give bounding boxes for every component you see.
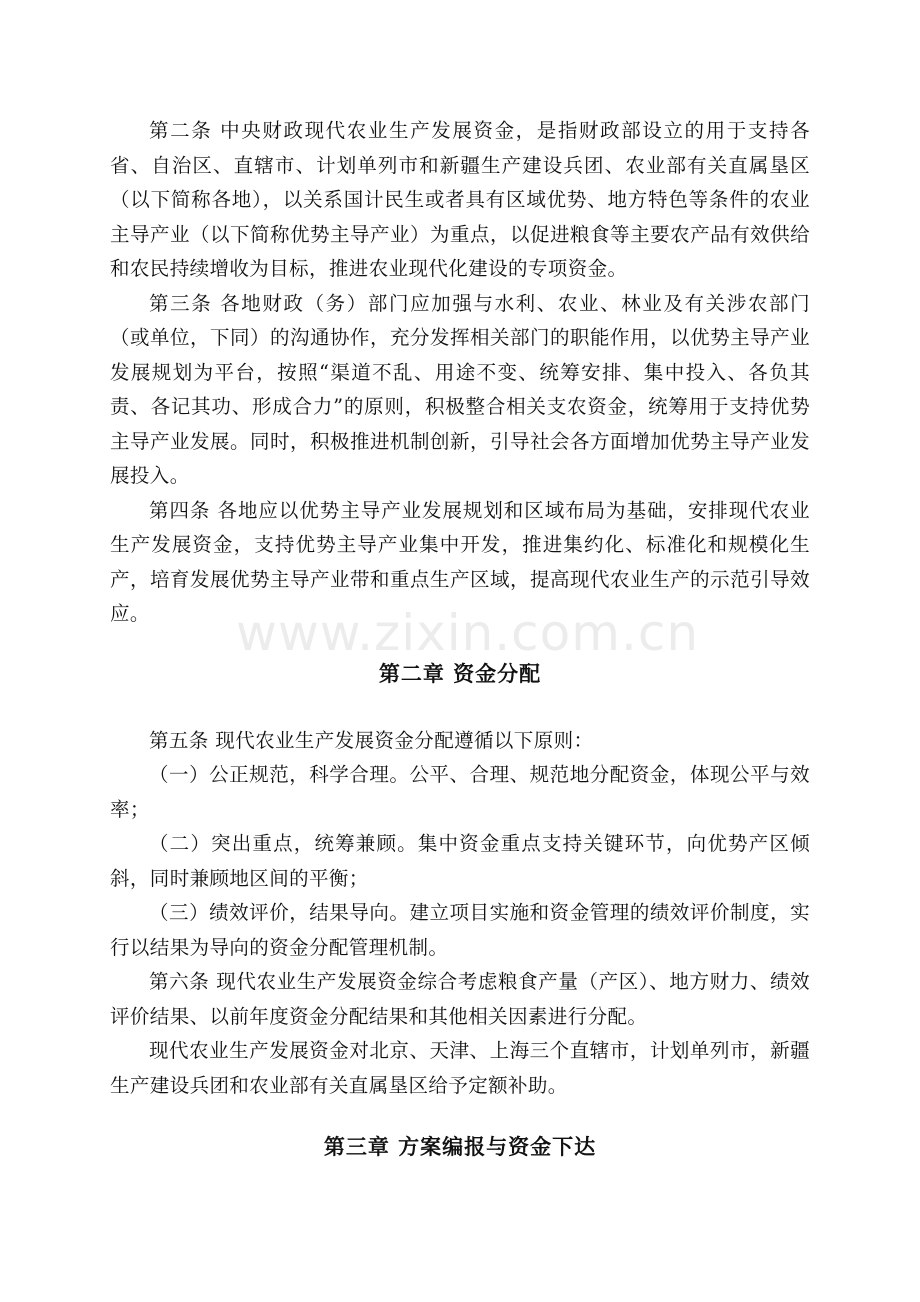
article-4: 第四条 各地应以优势主导产业发展规划和区域布局为基础，安排现代农业生产发展资金，支持优势主导产业集中开发，推进集约化、标准化和规模化生产，培育发展优势主导产业带和重点生产区域，提高现代农业生产的示范引导效应。	[110, 498, 810, 625]
principle-3: （三）绩效评价，结果导向。建立项目实施和资金管理的绩效评价制度，实行以结果为导向的资金分配管理机制。	[110, 901, 810, 959]
chapter-3-title: 第三章 方案编报与资金下达	[323, 1135, 597, 1159]
principle-1: （一）公正规范，科学合理。公平、合理、规范地分配资金，体现公平与效率；	[110, 763, 810, 821]
document-page	[110, 114, 810, 1161]
article-6-subsidy: 现代农业生产发展资金对北京、天津、上海三个直辖市，计划单列市，新疆生产建设兵团和农业部有关直属垦区给予定额补助。	[110, 1039, 810, 1097]
article-5: 第五条 现代农业生产发展资金分配遵循以下原则：	[149, 728, 594, 752]
article-2: 第二条 中央财政现代农业生产发展资金，是指财政部设立的用于支持各省、自治区、直辖市、计划单列市和新疆生产建设兵团、农业部有关直属垦区（以下简称各地），以关系国计民生或者具有区域优势、地方特色等条件的农业主导产业（以下简称优势主导产业）为重点，以促进粮食等主要农产品有效供给和农民持续增收为目标，推进农业现代化建设的专项资金。	[110, 119, 810, 280]
article-6: 第六条 现代农业生产发展资金综合考虑粮食产量（产区）、地方财力、绩效评价结果、以前年度资金分配结果和其他相关因素进行分配。	[110, 970, 810, 1028]
article-3: 第三条 各地财政（务）部门应加强与水利、农业、林业及有关涉农部门（或单位，下同）的沟通协作，充分发挥相关部门的职能作用，以优势主导产业发展规划为平台，按照“渠道不乱、用途不变、统筹安排、集中投入、各负其责、各记其功、形成合力”的原则，积极整合相关支农资金，统筹用于支持优势主导产业发展。同时，积极推进机制创新，引导社会各方面增加优势主导产业发展投入。	[110, 291, 810, 487]
watermark-text: www.zixin.com.cn	[236, 604, 700, 662]
principle-2: （二）突出重点，统筹兼顾。集中资金重点支持关键环节，向优势产区倾斜，同时兼顾地区间的平衡；	[110, 832, 810, 890]
chapter-2-title: 第二章 资金分配	[378, 661, 542, 686]
